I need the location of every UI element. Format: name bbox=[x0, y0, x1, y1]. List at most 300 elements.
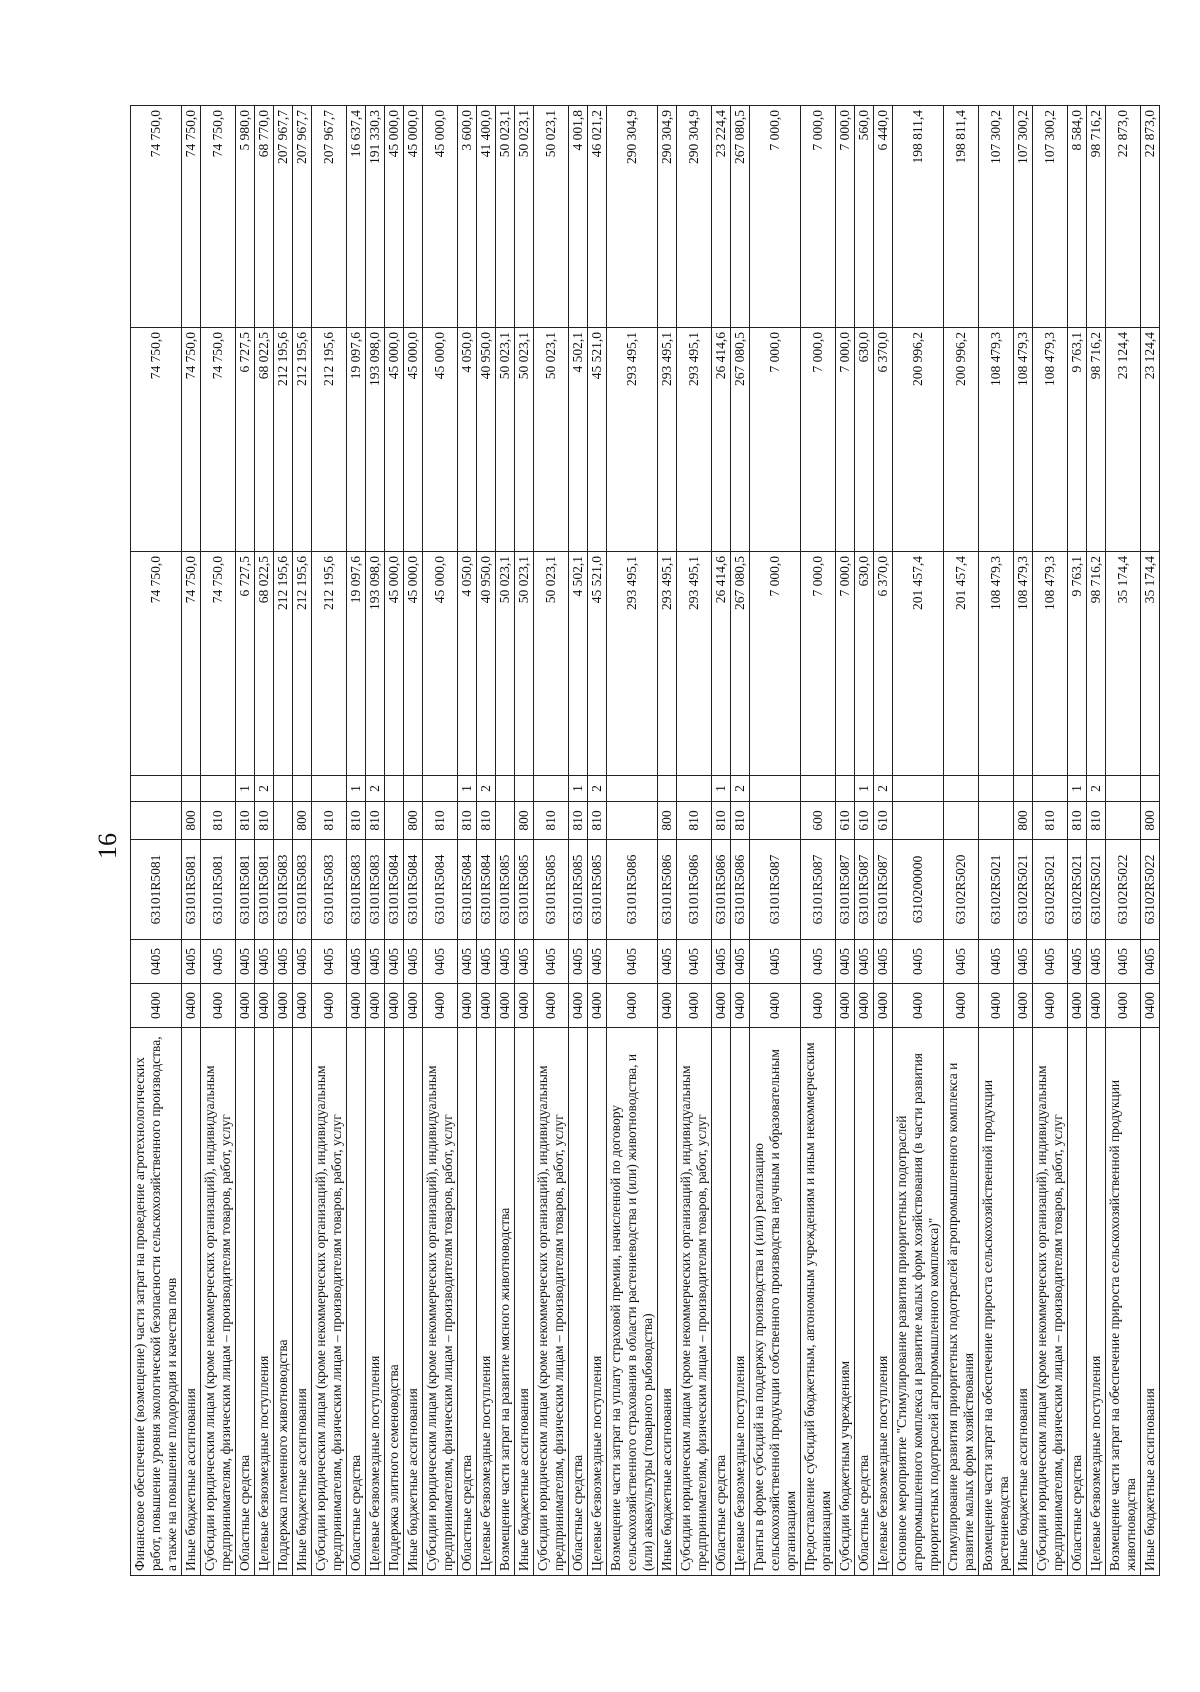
cell-sum-year-3: 207 967,7 bbox=[312, 106, 347, 328]
cell-sum-year-1: 108 479,3 bbox=[979, 552, 1014, 776]
cell-subsection: 0405 bbox=[731, 940, 750, 984]
cell-sum-year-2: 7 000,0 bbox=[750, 328, 801, 552]
cell-name: Субсидии юридическим лицам (кроме некоммерческих организаций), индивидуальным предпринимателям, физическим лицам – производителям товаров, работ, услуг bbox=[534, 1028, 569, 1576]
cell-sum-year-2: 267 080,5 bbox=[731, 328, 750, 552]
cell-source bbox=[131, 776, 182, 802]
cell-source: 1 bbox=[712, 776, 731, 802]
cell-expense-type: 810 bbox=[366, 802, 385, 840]
cell-sum-year-1: 201 457,4 bbox=[893, 552, 944, 776]
cell-sum-year-2: 23 124,4 bbox=[1141, 328, 1160, 552]
table-row bbox=[712, 106, 731, 1576]
cell-sum-year-3: 7 000,0 bbox=[836, 106, 855, 328]
cell-source bbox=[515, 776, 534, 802]
cell-target-article: 63101R5081 bbox=[201, 840, 236, 940]
cell-subsection: 0405 bbox=[236, 940, 255, 984]
cell-name: Иные бюджетные ассигнования bbox=[515, 1028, 534, 1576]
cell-name: Поддержка племенного животноводства bbox=[274, 1028, 293, 1576]
table-row bbox=[515, 106, 534, 1576]
cell-sum-year-3: 16 637,4 bbox=[347, 106, 366, 328]
cell-sum-year-1: 45 521,0 bbox=[588, 552, 607, 776]
cell-name: Целевые безвозмездные поступления bbox=[1087, 1028, 1106, 1576]
cell-sum-year-3: 23 224,4 bbox=[712, 106, 731, 328]
cell-section: 0400 bbox=[979, 984, 1014, 1028]
cell-source: 1 bbox=[855, 776, 874, 802]
cell-name: Возмещение части затрат на развитие мясного животноводства bbox=[496, 1028, 515, 1576]
cell-subsection: 0405 bbox=[182, 940, 201, 984]
cell-target-article: 63102R5022 bbox=[1141, 840, 1160, 940]
cell-subsection: 0405 bbox=[515, 940, 534, 984]
cell-name: Субсидии юридическим лицам (кроме некоммерческих организаций), индивидуальным предпринимателям, физическим лицам – производителям товаров, работ, услуг bbox=[312, 1028, 347, 1576]
cell-expense-type: 800 bbox=[515, 802, 534, 840]
cell-expense-type: 810 bbox=[458, 802, 477, 840]
cell-subsection: 0405 bbox=[423, 940, 458, 984]
cell-name: Возмещение части затрат на уплату страховой премии, начисленной по договору сельскохозяйственного страхования в области растениеводства и (или) животноводства, и (или) аквакультуры (товарного рыбоводства) bbox=[607, 1028, 658, 1576]
cell-name: Областные средства bbox=[569, 1028, 588, 1576]
cell-expense-type: 800 bbox=[1014, 802, 1033, 840]
cell-target-article: 63101R5081 bbox=[131, 840, 182, 940]
cell-target-article: 63101R5081 bbox=[255, 840, 274, 940]
cell-section: 0400 bbox=[496, 984, 515, 1028]
cell-name: Целевые безвозмездные поступления bbox=[731, 1028, 750, 1576]
cell-subsection: 0405 bbox=[893, 940, 944, 984]
cell-sum-year-3: 6 440,0 bbox=[874, 106, 893, 328]
cell-sum-year-2: 68 022,5 bbox=[255, 328, 274, 552]
table-row bbox=[477, 106, 496, 1576]
cell-expense-type: 800 bbox=[658, 802, 677, 840]
table-row bbox=[677, 106, 712, 1576]
table-row bbox=[274, 106, 293, 1576]
cell-subsection: 0405 bbox=[366, 940, 385, 984]
cell-section: 0400 bbox=[1068, 984, 1087, 1028]
cell-sum-year-1: 26 414,6 bbox=[712, 552, 731, 776]
cell-name: Субсидии юридическим лицам (кроме некоммерческих организаций), индивидуальным предпринимателям, физическим лицам – производителям товаров, работ, услуг bbox=[201, 1028, 236, 1576]
cell-sum-year-3: 290 304,9 bbox=[677, 106, 712, 328]
cell-name: Гранты в форме субсидий на поддержку производства и (или) реализацию сельскохозяйственной продукции собственного производства научным и образовательным организациям bbox=[750, 1028, 801, 1576]
cell-name: Иные бюджетные ассигнования bbox=[182, 1028, 201, 1576]
cell-sum-year-2: 7 000,0 bbox=[801, 328, 836, 552]
cell-expense-type: 810 bbox=[534, 802, 569, 840]
cell-sum-year-1: 74 750,0 bbox=[182, 552, 201, 776]
cell-source bbox=[293, 776, 312, 802]
cell-sum-year-1: 50 023,1 bbox=[534, 552, 569, 776]
cell-subsection: 0405 bbox=[274, 940, 293, 984]
cell-expense-type: 810 bbox=[347, 802, 366, 840]
cell-name: Целевые безвозмездные поступления bbox=[255, 1028, 274, 1576]
cell-sum-year-3: 198 811,4 bbox=[944, 106, 979, 328]
cell-expense-type: 810 bbox=[1068, 802, 1087, 840]
cell-subsection: 0405 bbox=[658, 940, 677, 984]
cell-name: Стимулирование развития приоритетных подотраслей агропромышленного комплекса и развитие малых форм хозяйствования bbox=[944, 1028, 979, 1576]
table-row bbox=[658, 106, 677, 1576]
cell-sum-year-2: 212 195,6 bbox=[312, 328, 347, 552]
cell-section: 0400 bbox=[131, 984, 182, 1028]
cell-sum-year-1: 35 174,4 bbox=[1106, 552, 1141, 776]
cell-section: 0400 bbox=[182, 984, 201, 1028]
cell-sum-year-3: 68 770,0 bbox=[255, 106, 274, 328]
cell-sum-year-1: 630,0 bbox=[855, 552, 874, 776]
cell-subsection: 0405 bbox=[712, 940, 731, 984]
cell-name: Основное мероприятие "Стимулирование развития приоритетных подотраслей агропромышленного комплекса и развитие малых форм хозяйствования (в части развития приоритетных подотраслей агропромышленного комплекса)" bbox=[893, 1028, 944, 1576]
cell-name: Предоставление субсидий бюджетным, автономным учреждениям и иным некоммерческим организациям bbox=[801, 1028, 836, 1576]
cell-sum-year-1: 4 050,0 bbox=[458, 552, 477, 776]
table-row bbox=[312, 106, 347, 1576]
cell-expense-type: 810 bbox=[236, 802, 255, 840]
cell-sum-year-1: 212 195,6 bbox=[274, 552, 293, 776]
cell-source bbox=[1014, 776, 1033, 802]
cell-expense-type: 810 bbox=[1033, 802, 1068, 840]
table-row bbox=[236, 106, 255, 1576]
cell-expense-type bbox=[750, 802, 801, 840]
cell-target-article: 63101R5084 bbox=[458, 840, 477, 940]
cell-expense-type: 810 bbox=[569, 802, 588, 840]
cell-source bbox=[1106, 776, 1141, 802]
cell-section: 0400 bbox=[801, 984, 836, 1028]
cell-section: 0400 bbox=[236, 984, 255, 1028]
cell-target-article: 63101R5087 bbox=[836, 840, 855, 940]
cell-sum-year-3: 8 584,0 bbox=[1068, 106, 1087, 328]
table-row bbox=[131, 106, 182, 1576]
cell-subsection: 0405 bbox=[1033, 940, 1068, 984]
cell-source: 2 bbox=[366, 776, 385, 802]
cell-sum-year-3: 290 304,9 bbox=[607, 106, 658, 328]
cell-target-article: 63102R5021 bbox=[979, 840, 1014, 940]
cell-section: 0400 bbox=[477, 984, 496, 1028]
cell-sum-year-1: 193 098,0 bbox=[366, 552, 385, 776]
table-row bbox=[1068, 106, 1087, 1576]
table-row bbox=[201, 106, 236, 1576]
cell-sum-year-3: 267 080,5 bbox=[731, 106, 750, 328]
cell-sum-year-2: 193 098,0 bbox=[366, 328, 385, 552]
cell-sum-year-2: 26 414,6 bbox=[712, 328, 731, 552]
table-row bbox=[1106, 106, 1141, 1576]
cell-source bbox=[801, 776, 836, 802]
cell-expense-type bbox=[979, 802, 1014, 840]
table-row bbox=[366, 106, 385, 1576]
cell-name: Целевые безвозмездные поступления bbox=[588, 1028, 607, 1576]
cell-sum-year-1: 212 195,6 bbox=[293, 552, 312, 776]
cell-sum-year-1: 267 080,5 bbox=[731, 552, 750, 776]
cell-name: Целевые безвозмездные поступления bbox=[874, 1028, 893, 1576]
cell-section: 0400 bbox=[534, 984, 569, 1028]
cell-subsection: 0405 bbox=[293, 940, 312, 984]
cell-section: 0400 bbox=[404, 984, 423, 1028]
cell-target-article: 63101R5087 bbox=[750, 840, 801, 940]
cell-sum-year-1: 293 495,1 bbox=[677, 552, 712, 776]
cell-section: 0400 bbox=[293, 984, 312, 1028]
cell-sum-year-1: 7 000,0 bbox=[836, 552, 855, 776]
cell-name: Областные средства bbox=[712, 1028, 731, 1576]
cell-sum-year-3: 198 811,4 bbox=[893, 106, 944, 328]
cell-expense-type: 800 bbox=[293, 802, 312, 840]
cell-sum-year-3: 107 300,2 bbox=[1033, 106, 1068, 328]
cell-target-article: 6310200000 bbox=[893, 840, 944, 940]
cell-name: Областные средства bbox=[1068, 1028, 1087, 1576]
cell-source bbox=[658, 776, 677, 802]
budget-table bbox=[130, 105, 1160, 1576]
cell-target-article: 63101R5084 bbox=[404, 840, 423, 940]
cell-sum-year-3: 107 300,2 bbox=[979, 106, 1014, 328]
cell-sum-year-2: 9 763,1 bbox=[1068, 328, 1087, 552]
cell-source: 2 bbox=[255, 776, 274, 802]
budget-table-body bbox=[131, 106, 1160, 1576]
cell-name: Иные бюджетные ассигнования bbox=[293, 1028, 312, 1576]
cell-subsection: 0405 bbox=[1141, 940, 1160, 984]
cell-sum-year-3: 74 750,0 bbox=[131, 106, 182, 328]
cell-sum-year-3: 7 000,0 bbox=[801, 106, 836, 328]
cell-name: Финансовое обеспечение (возмещение) части затрат на проведение агротехнологических работ, повышение уровня экологической безопасности сельскохозяйственного производства, а также на повышение плодородия и качества почв bbox=[131, 1028, 182, 1576]
cell-target-article: 63102R5021 bbox=[1033, 840, 1068, 940]
cell-expense-type: 800 bbox=[182, 802, 201, 840]
table-row bbox=[423, 106, 458, 1576]
table-row bbox=[731, 106, 750, 1576]
cell-sum-year-3: 3 600,0 bbox=[458, 106, 477, 328]
cell-target-article: 63101R5085 bbox=[515, 840, 534, 940]
cell-source: 2 bbox=[1087, 776, 1106, 802]
cell-name: Областные средства bbox=[855, 1028, 874, 1576]
table-row bbox=[496, 106, 515, 1576]
cell-source: 1 bbox=[1068, 776, 1087, 802]
cell-target-article: 63102R5021 bbox=[1087, 840, 1106, 940]
table-row bbox=[255, 106, 274, 1576]
cell-sum-year-2: 40 950,0 bbox=[477, 328, 496, 552]
cell-source bbox=[979, 776, 1014, 802]
cell-sum-year-2: 4 050,0 bbox=[458, 328, 477, 552]
cell-sum-year-3: 22 873,0 bbox=[1141, 106, 1160, 328]
cell-target-article: 63101R5085 bbox=[569, 840, 588, 940]
cell-sum-year-1: 45 000,0 bbox=[385, 552, 404, 776]
cell-section: 0400 bbox=[274, 984, 293, 1028]
cell-target-article: 63101R5086 bbox=[712, 840, 731, 940]
cell-expense-type bbox=[385, 802, 404, 840]
cell-source bbox=[312, 776, 347, 802]
cell-sum-year-1: 4 502,1 bbox=[569, 552, 588, 776]
cell-section: 0400 bbox=[1087, 984, 1106, 1028]
cell-sum-year-2: 7 000,0 bbox=[836, 328, 855, 552]
cell-section: 0400 bbox=[201, 984, 236, 1028]
cell-sum-year-3: 290 304,9 bbox=[658, 106, 677, 328]
cell-sum-year-2: 6 370,0 bbox=[874, 328, 893, 552]
cell-subsection: 0405 bbox=[750, 940, 801, 984]
cell-expense-type bbox=[274, 802, 293, 840]
cell-subsection: 0405 bbox=[569, 940, 588, 984]
cell-name: Субсидии юридическим лицам (кроме некоммерческих организаций), индивидуальным предпринимателям, физическим лицам – производителям товаров, работ, услуг bbox=[423, 1028, 458, 1576]
cell-expense-type: 810 bbox=[477, 802, 496, 840]
cell-sum-year-2: 45 000,0 bbox=[423, 328, 458, 552]
cell-sum-year-3: 207 967,7 bbox=[293, 106, 312, 328]
cell-source bbox=[182, 776, 201, 802]
cell-subsection: 0405 bbox=[1068, 940, 1087, 984]
cell-sum-year-2: 45 521,0 bbox=[588, 328, 607, 552]
cell-sum-year-2: 45 000,0 bbox=[404, 328, 423, 552]
cell-sum-year-3: 74 750,0 bbox=[201, 106, 236, 328]
cell-sum-year-1: 50 023,1 bbox=[496, 552, 515, 776]
cell-source bbox=[750, 776, 801, 802]
cell-sum-year-2: 108 479,3 bbox=[1033, 328, 1068, 552]
cell-subsection: 0405 bbox=[607, 940, 658, 984]
cell-expense-type: 800 bbox=[404, 802, 423, 840]
cell-sum-year-3: 50 023,1 bbox=[515, 106, 534, 328]
cell-sum-year-3: 22 873,0 bbox=[1106, 106, 1141, 328]
cell-source bbox=[274, 776, 293, 802]
cell-target-article: 63102R5021 bbox=[1068, 840, 1087, 940]
cell-source bbox=[385, 776, 404, 802]
cell-sum-year-2: 19 097,6 bbox=[347, 328, 366, 552]
table-row bbox=[347, 106, 366, 1576]
cell-section: 0400 bbox=[366, 984, 385, 1028]
cell-sum-year-1: 201 457,4 bbox=[944, 552, 979, 776]
cell-source bbox=[836, 776, 855, 802]
cell-source: 2 bbox=[874, 776, 893, 802]
cell-sum-year-2: 6 727,5 bbox=[236, 328, 255, 552]
cell-source: 2 bbox=[588, 776, 607, 802]
table-row bbox=[1141, 106, 1160, 1576]
cell-expense-type bbox=[131, 802, 182, 840]
cell-section: 0400 bbox=[658, 984, 677, 1028]
cell-name: Возмещение части затрат на обеспечение прироста сельскохозяйственной продукции растениеводства bbox=[979, 1028, 1014, 1576]
cell-expense-type: 610 bbox=[855, 802, 874, 840]
cell-section: 0400 bbox=[607, 984, 658, 1028]
cell-sum-year-2: 50 023,1 bbox=[496, 328, 515, 552]
cell-section: 0400 bbox=[874, 984, 893, 1028]
cell-subsection: 0405 bbox=[201, 940, 236, 984]
cell-sum-year-2: 50 023,1 bbox=[534, 328, 569, 552]
cell-expense-type: 810 bbox=[255, 802, 274, 840]
cell-expense-type bbox=[893, 802, 944, 840]
cell-source: 1 bbox=[236, 776, 255, 802]
cell-target-article: 63101R5083 bbox=[347, 840, 366, 940]
cell-sum-year-1: 68 022,5 bbox=[255, 552, 274, 776]
rotated-table-container bbox=[130, 106, 1160, 1576]
cell-sum-year-2: 45 000,0 bbox=[385, 328, 404, 552]
cell-source bbox=[607, 776, 658, 802]
cell-source: 1 bbox=[569, 776, 588, 802]
cell-sum-year-2: 108 479,3 bbox=[1014, 328, 1033, 552]
table-row bbox=[404, 106, 423, 1576]
cell-name: Областные средства bbox=[347, 1028, 366, 1576]
table-row bbox=[874, 106, 893, 1576]
cell-section: 0400 bbox=[1014, 984, 1033, 1028]
cell-sum-year-3: 45 000,0 bbox=[423, 106, 458, 328]
cell-target-article: 63101R5086 bbox=[677, 840, 712, 940]
cell-sum-year-1: 40 950,0 bbox=[477, 552, 496, 776]
cell-subsection: 0405 bbox=[477, 940, 496, 984]
cell-source bbox=[893, 776, 944, 802]
cell-name: Областные средства bbox=[236, 1028, 255, 1576]
cell-sum-year-1: 7 000,0 bbox=[750, 552, 801, 776]
cell-target-article: 63101R5084 bbox=[477, 840, 496, 940]
cell-subsection: 0405 bbox=[458, 940, 477, 984]
cell-source: 1 bbox=[458, 776, 477, 802]
cell-sum-year-2: 74 750,0 bbox=[201, 328, 236, 552]
cell-expense-type: 810 bbox=[731, 802, 750, 840]
cell-target-article: 63101R5087 bbox=[874, 840, 893, 940]
cell-expense-type bbox=[944, 802, 979, 840]
cell-section: 0400 bbox=[836, 984, 855, 1028]
cell-section: 0400 bbox=[731, 984, 750, 1028]
cell-expense-type: 810 bbox=[1087, 802, 1106, 840]
page-number: 16 bbox=[93, 833, 122, 859]
table-row bbox=[855, 106, 874, 1576]
cell-name: Поддержка элитного семеноводства bbox=[385, 1028, 404, 1576]
table-row bbox=[293, 106, 312, 1576]
cell-target-article: 63101R5087 bbox=[855, 840, 874, 940]
cell-sum-year-2: 74 750,0 bbox=[182, 328, 201, 552]
table-row bbox=[979, 106, 1014, 1576]
cell-sum-year-2: 200 996,2 bbox=[944, 328, 979, 552]
cell-target-article: 63101R5085 bbox=[496, 840, 515, 940]
cell-sum-year-2: 212 195,6 bbox=[293, 328, 312, 552]
cell-subsection: 0405 bbox=[385, 940, 404, 984]
cell-sum-year-2: 50 023,1 bbox=[515, 328, 534, 552]
cell-target-article: 63101R5083 bbox=[312, 840, 347, 940]
cell-section: 0400 bbox=[312, 984, 347, 1028]
cell-target-article: 63101R5085 bbox=[588, 840, 607, 940]
cell-sum-year-1: 293 495,1 bbox=[607, 552, 658, 776]
cell-section: 0400 bbox=[1033, 984, 1068, 1028]
cell-expense-type: 810 bbox=[712, 802, 731, 840]
cell-sum-year-3: 5 980,0 bbox=[236, 106, 255, 328]
cell-sum-year-3: 560,0 bbox=[855, 106, 874, 328]
cell-target-article: 63101R5086 bbox=[731, 840, 750, 940]
cell-name: Субсидии юридическим лицам (кроме некоммерческих организаций), индивидуальным предпринимателям, физическим лицам – производителям товаров, работ, услуг bbox=[1033, 1028, 1068, 1576]
cell-subsection: 0405 bbox=[255, 940, 274, 984]
cell-source bbox=[1141, 776, 1160, 802]
cell-name: Целевые безвозмездные поступления bbox=[366, 1028, 385, 1576]
cell-source bbox=[534, 776, 569, 802]
cell-name: Субсидии юридическим лицам (кроме некоммерческих организаций), индивидуальным предпринимателям, физическим лицам – производителям товаров, работ, услуг bbox=[677, 1028, 712, 1576]
cell-section: 0400 bbox=[712, 984, 731, 1028]
cell-section: 0400 bbox=[347, 984, 366, 1028]
cell-target-article: 63101R5083 bbox=[293, 840, 312, 940]
cell-sum-year-3: 98 716,2 bbox=[1087, 106, 1106, 328]
cell-sum-year-3: 50 023,1 bbox=[534, 106, 569, 328]
cell-sum-year-2: 4 502,1 bbox=[569, 328, 588, 552]
cell-sum-year-3: 45 000,0 bbox=[404, 106, 423, 328]
cell-name: Областные средства bbox=[458, 1028, 477, 1576]
cell-subsection: 0405 bbox=[944, 940, 979, 984]
cell-target-article: 63101R5084 bbox=[423, 840, 458, 940]
cell-name: Иные бюджетные ассигнования bbox=[658, 1028, 677, 1576]
cell-section: 0400 bbox=[569, 984, 588, 1028]
cell-subsection: 0405 bbox=[801, 940, 836, 984]
cell-section: 0400 bbox=[677, 984, 712, 1028]
table-row bbox=[385, 106, 404, 1576]
cell-sum-year-1: 6 727,5 bbox=[236, 552, 255, 776]
cell-subsection: 0405 bbox=[836, 940, 855, 984]
cell-target-article: 63101R5087 bbox=[801, 840, 836, 940]
cell-sum-year-3: 46 021,2 bbox=[588, 106, 607, 328]
cell-sum-year-2: 23 124,4 bbox=[1106, 328, 1141, 552]
cell-name: Возмещение части затрат на обеспечение прироста сельскохозяйственной продукции животноводства bbox=[1106, 1028, 1141, 1576]
cell-expense-type: 600 bbox=[801, 802, 836, 840]
cell-sum-year-1: 74 750,0 bbox=[131, 552, 182, 776]
table-row bbox=[458, 106, 477, 1576]
cell-target-article: 63101R5086 bbox=[658, 840, 677, 940]
cell-section: 0400 bbox=[855, 984, 874, 1028]
cell-name: Иные бюджетные ассигнования bbox=[404, 1028, 423, 1576]
cell-section: 0400 bbox=[944, 984, 979, 1028]
table-row bbox=[1033, 106, 1068, 1576]
cell-section: 0400 bbox=[750, 984, 801, 1028]
cell-expense-type: 810 bbox=[312, 802, 347, 840]
cell-section: 0400 bbox=[458, 984, 477, 1028]
table-row bbox=[836, 106, 855, 1576]
table-row bbox=[944, 106, 979, 1576]
cell-target-article: 63101R5081 bbox=[236, 840, 255, 940]
cell-target-article: 63102R5021 bbox=[1014, 840, 1033, 940]
table-row bbox=[588, 106, 607, 1576]
table-row bbox=[1014, 106, 1033, 1576]
